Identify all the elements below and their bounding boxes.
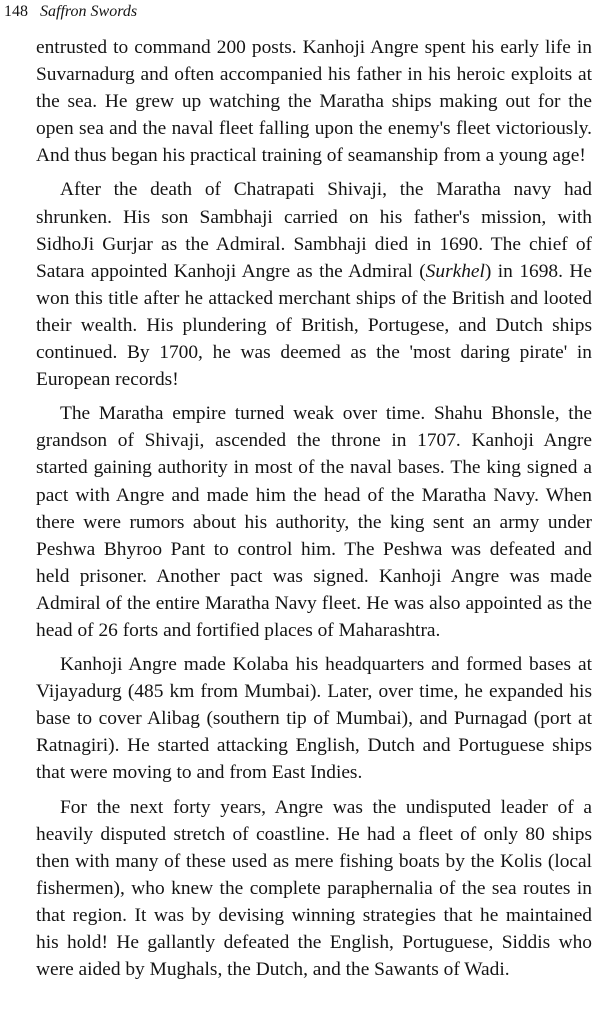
- paragraph-maratha-empire: The Maratha empire turned weak over time. Shahu Bhonsle, the grandson of Shivaji, ascended the throne in 1707. Kanhoji Angre started gaining authority in most of the naval bases. The king signed a pact with Angre and made him the head of the Maratha Navy. When there were rumors about his authority, the king sent an army under Peshwa Bhyroo Pant to control him. The Peshwa was defeated and held prisoner. Another pact was signed. Kanhoji Angre was made Admiral of the entire Maratha Navy fleet. He was also appointed as the head of 26 forts and fortified places of Maharashtra.: [36, 403, 592, 641]
- running-header: [4, 2, 137, 22]
- paragraph-forty-years: For the next forty years, Angre was the undisputed leader of a heavily disputed stretch of coastline. He had a fleet of only 80 ships then with many of these used as mere fishing boats by the Kolis (local fishermen), who knew the complete paraphernalia of the sea routes in that region. It was by devising winning strategies that he maintained his hold! He gallantly defeated the English, Portuguese, Siddis who were aided by Mughals, the Dutch, and the Sawants of Wadi.: [36, 796, 592, 981]
- body-text: [36, 34, 592, 983]
- italic-term-surkhel: Surkhel: [425, 260, 485, 282]
- page-number: 148: [4, 3, 28, 20]
- paragraph-navy-after-shivaji: [36, 176, 592, 393]
- paragraph-text-after-italic: ) in 1698. He won this title after he attacked merchant ships of the British and looted their wealth. His plundering of British, Portugese, and Dutch ships continued. By 1700, he was deemed as the 'most daring pirate' in European records!: [36, 260, 592, 391]
- paragraph-kolaba-headquarters: Kanhoji Angre made Kolaba his headquarters and formed bases at Vijayadurg (485 km from Mumbai). Later, over time, he expanded his base to cover Alibag (southern tip of Mumbai), and Purnagad (port at Ratnagiri). He started attacking English, Dutch and Portuguese ships that were moving to and from East Indies.: [36, 654, 592, 784]
- paragraph-continuation: entrusted to command 200 posts. Kanhoji Angre spent his early life in Suvarnadurg and often accompanied his father in his heroic exploits at the sea. He grew up watching the Maratha ships making out for the open sea and the naval fleet falling upon the enemy's fleet victoriously. And thus began his practical training of seamanship from a young age!: [36, 37, 592, 167]
- paragraph-text-before-italic: After the death of Chatrapati Shivaji, the Maratha navy had shrunken. His son Sambhaji carried on his father's mission, with SidhoJi Gurjar as the Admiral. Sambhaji died in 1690. The chief of Satara appointed Kanhoji Angre as the Admiral (: [36, 179, 592, 282]
- book-title: Saffron Swords: [40, 3, 138, 20]
